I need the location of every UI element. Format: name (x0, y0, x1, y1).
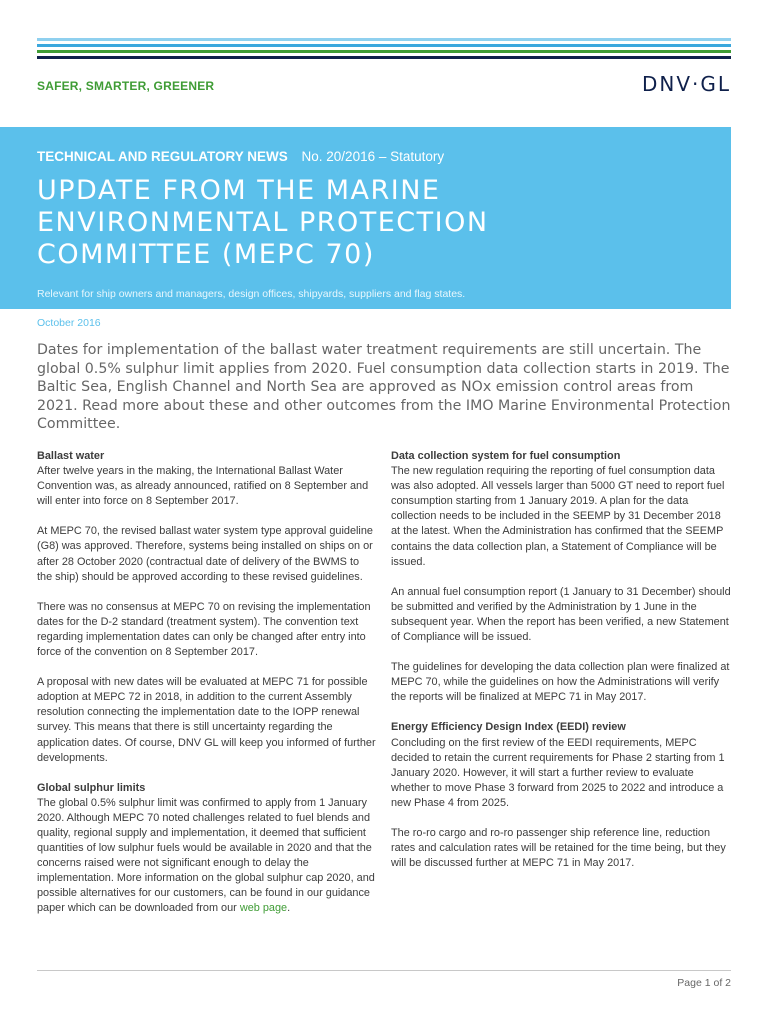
left-column (37, 449, 377, 932)
stripe-navy (37, 56, 731, 59)
news-series-line (37, 149, 444, 164)
eedi-heading: Energy Efficiency Design Index (EEDI) review (391, 721, 626, 734)
eedi-paragraph-1: Concluding on the first review of the EEDI requirements, MEPC decided to retain the current requirements for Phase 2 starting from 1 January 2020. However, it will start a further review to evaluate whether to move Phase 3 forward from 2025 to 2022 and introduce a new Phase 4 from 2025. (391, 736, 725, 809)
sulphur-heading: Global sulphur limits (37, 781, 146, 794)
title-line-3: COMMITTEE (MEPC 70) (37, 239, 375, 270)
relevance-note: Relevant for ship owners and managers, design offices, shipyards, suppliers and flag states. (37, 288, 466, 300)
sulphur-text: The global 0.5% sulphur limit was confirmed to apply from 1 January 2020. Although MEPC 70 noted challenges related to fuel blends and quality, regional supply and implementation, it deemed that sufficient quantities of low sulphur fuels would be available in 2020 and that the concerns raised were not significant enough to delay the implementation. More information on the global sulphur cap 2020, and possible alternatives for our customers, can be found in our guidance paper which can be downloaded from our (37, 796, 375, 915)
data-collection-heading: Data collection system for fuel consumption (391, 450, 621, 462)
title-line-1: UPDATE FROM THE MARINE (37, 175, 441, 206)
news-number: No. 20/2016 – Statutory (301, 149, 445, 164)
data-paragraph-1: The new regulation requiring the reporting of fuel consumption data was also adopted. All vessels larger than 5000 GT need to report fuel consumption starting from 1 January 2019. A plan for the data collection needs to be included in the SEEMP by 31 December 2018 at the latest. When the Administration has confirmed that the SEEMP contains the data collection plan, a Statement of Compliance will be issued. (391, 465, 725, 568)
publication-date: October 2016 (37, 317, 101, 329)
ballast-paragraph-3: There was no consensus at MEPC 70 on revising the implementation dates for the D-2 standard (treatment system). The convention text regarding implementation dates can only be changed after entry into force of the convention on 8 September 2017. (37, 600, 371, 659)
stripe-blue (37, 44, 731, 47)
ballast-paragraph-2: At MEPC 70, the revised ballast water system type approval guideline (G8) was approved. Therefore, systems being installed on ships on or after 28 October 2020 (contractual date of delivery of the BWMS to the ship) should be approved according to these revised guidelines. (37, 525, 373, 583)
right-column (391, 449, 731, 886)
lead-paragraph: Dates for implementation of the ballast water treatment requirements are still uncertain. The global 0.5% sulphur limit applies from 2020. Fuel consumption data collection starts in 2019. The Baltic Sea, English Channel and North Sea are approved as NOx emission control areas from 2021. Read more about these and other outcomes from the IMO Marine Environmental Protection Committee. (37, 342, 731, 432)
page-number: Page 1 of 2 (677, 977, 731, 989)
web-page-link[interactable]: web page (239, 902, 288, 915)
sulphur-text-end: . (287, 902, 291, 915)
dnv-gl-logo: DNV·GL (641, 72, 731, 96)
ballast-water-heading: Ballast water (37, 450, 105, 462)
header-stripes (37, 38, 731, 62)
news-series: TECHNICAL AND REGULATORY NEWS (37, 149, 288, 164)
page-title (37, 175, 489, 271)
ballast-paragraph-4: A proposal with new dates will be evaluated at MEPC 71 for possible adoption at MEPC 72 in 2018, in addition to the current Assembly resolution connecting the implementation date to the IOPP renewal survey. This means that there is still uncertainty regarding the application dates. Of course, DNV GL will keep you informed of further developments. (37, 676, 376, 764)
eedi-paragraph-2: The ro-ro cargo and ro-ro passenger ship reference line, reduction rates and calculation rates will be retained for the time being, but they will be discussed further at MEPC 71 in May 2017. (391, 826, 726, 870)
stripe-green (37, 50, 731, 53)
title-line-2: ENVIRONMENTAL PROTECTION (37, 207, 489, 238)
title-banner (0, 127, 731, 309)
tagline: SAFER, SMARTER, GREENER (37, 79, 215, 93)
stripe-light-blue (37, 38, 731, 41)
footer-divider (37, 970, 731, 971)
sulphur-paragraph (37, 796, 377, 917)
ballast-paragraph-1: After twelve years in the making, the International Ballast Water Convention was, as already announced, ratified on 8 September and will enter into force on 8 September 2017. (37, 465, 369, 508)
data-paragraph-2: An annual fuel consumption report (1 January to 31 December) should be submitted and verified by the Administration by 1 June in the subsequent year. When the report has been verified, a new Statement of Compliance will be issued. (391, 585, 731, 644)
data-paragraph-3: The guidelines for developing the data collection plan were finalized at MEPC 70, while the guidelines on how the Administrations will verify the reports will be finalized at MEPC 71 in May 2017. (391, 661, 730, 704)
